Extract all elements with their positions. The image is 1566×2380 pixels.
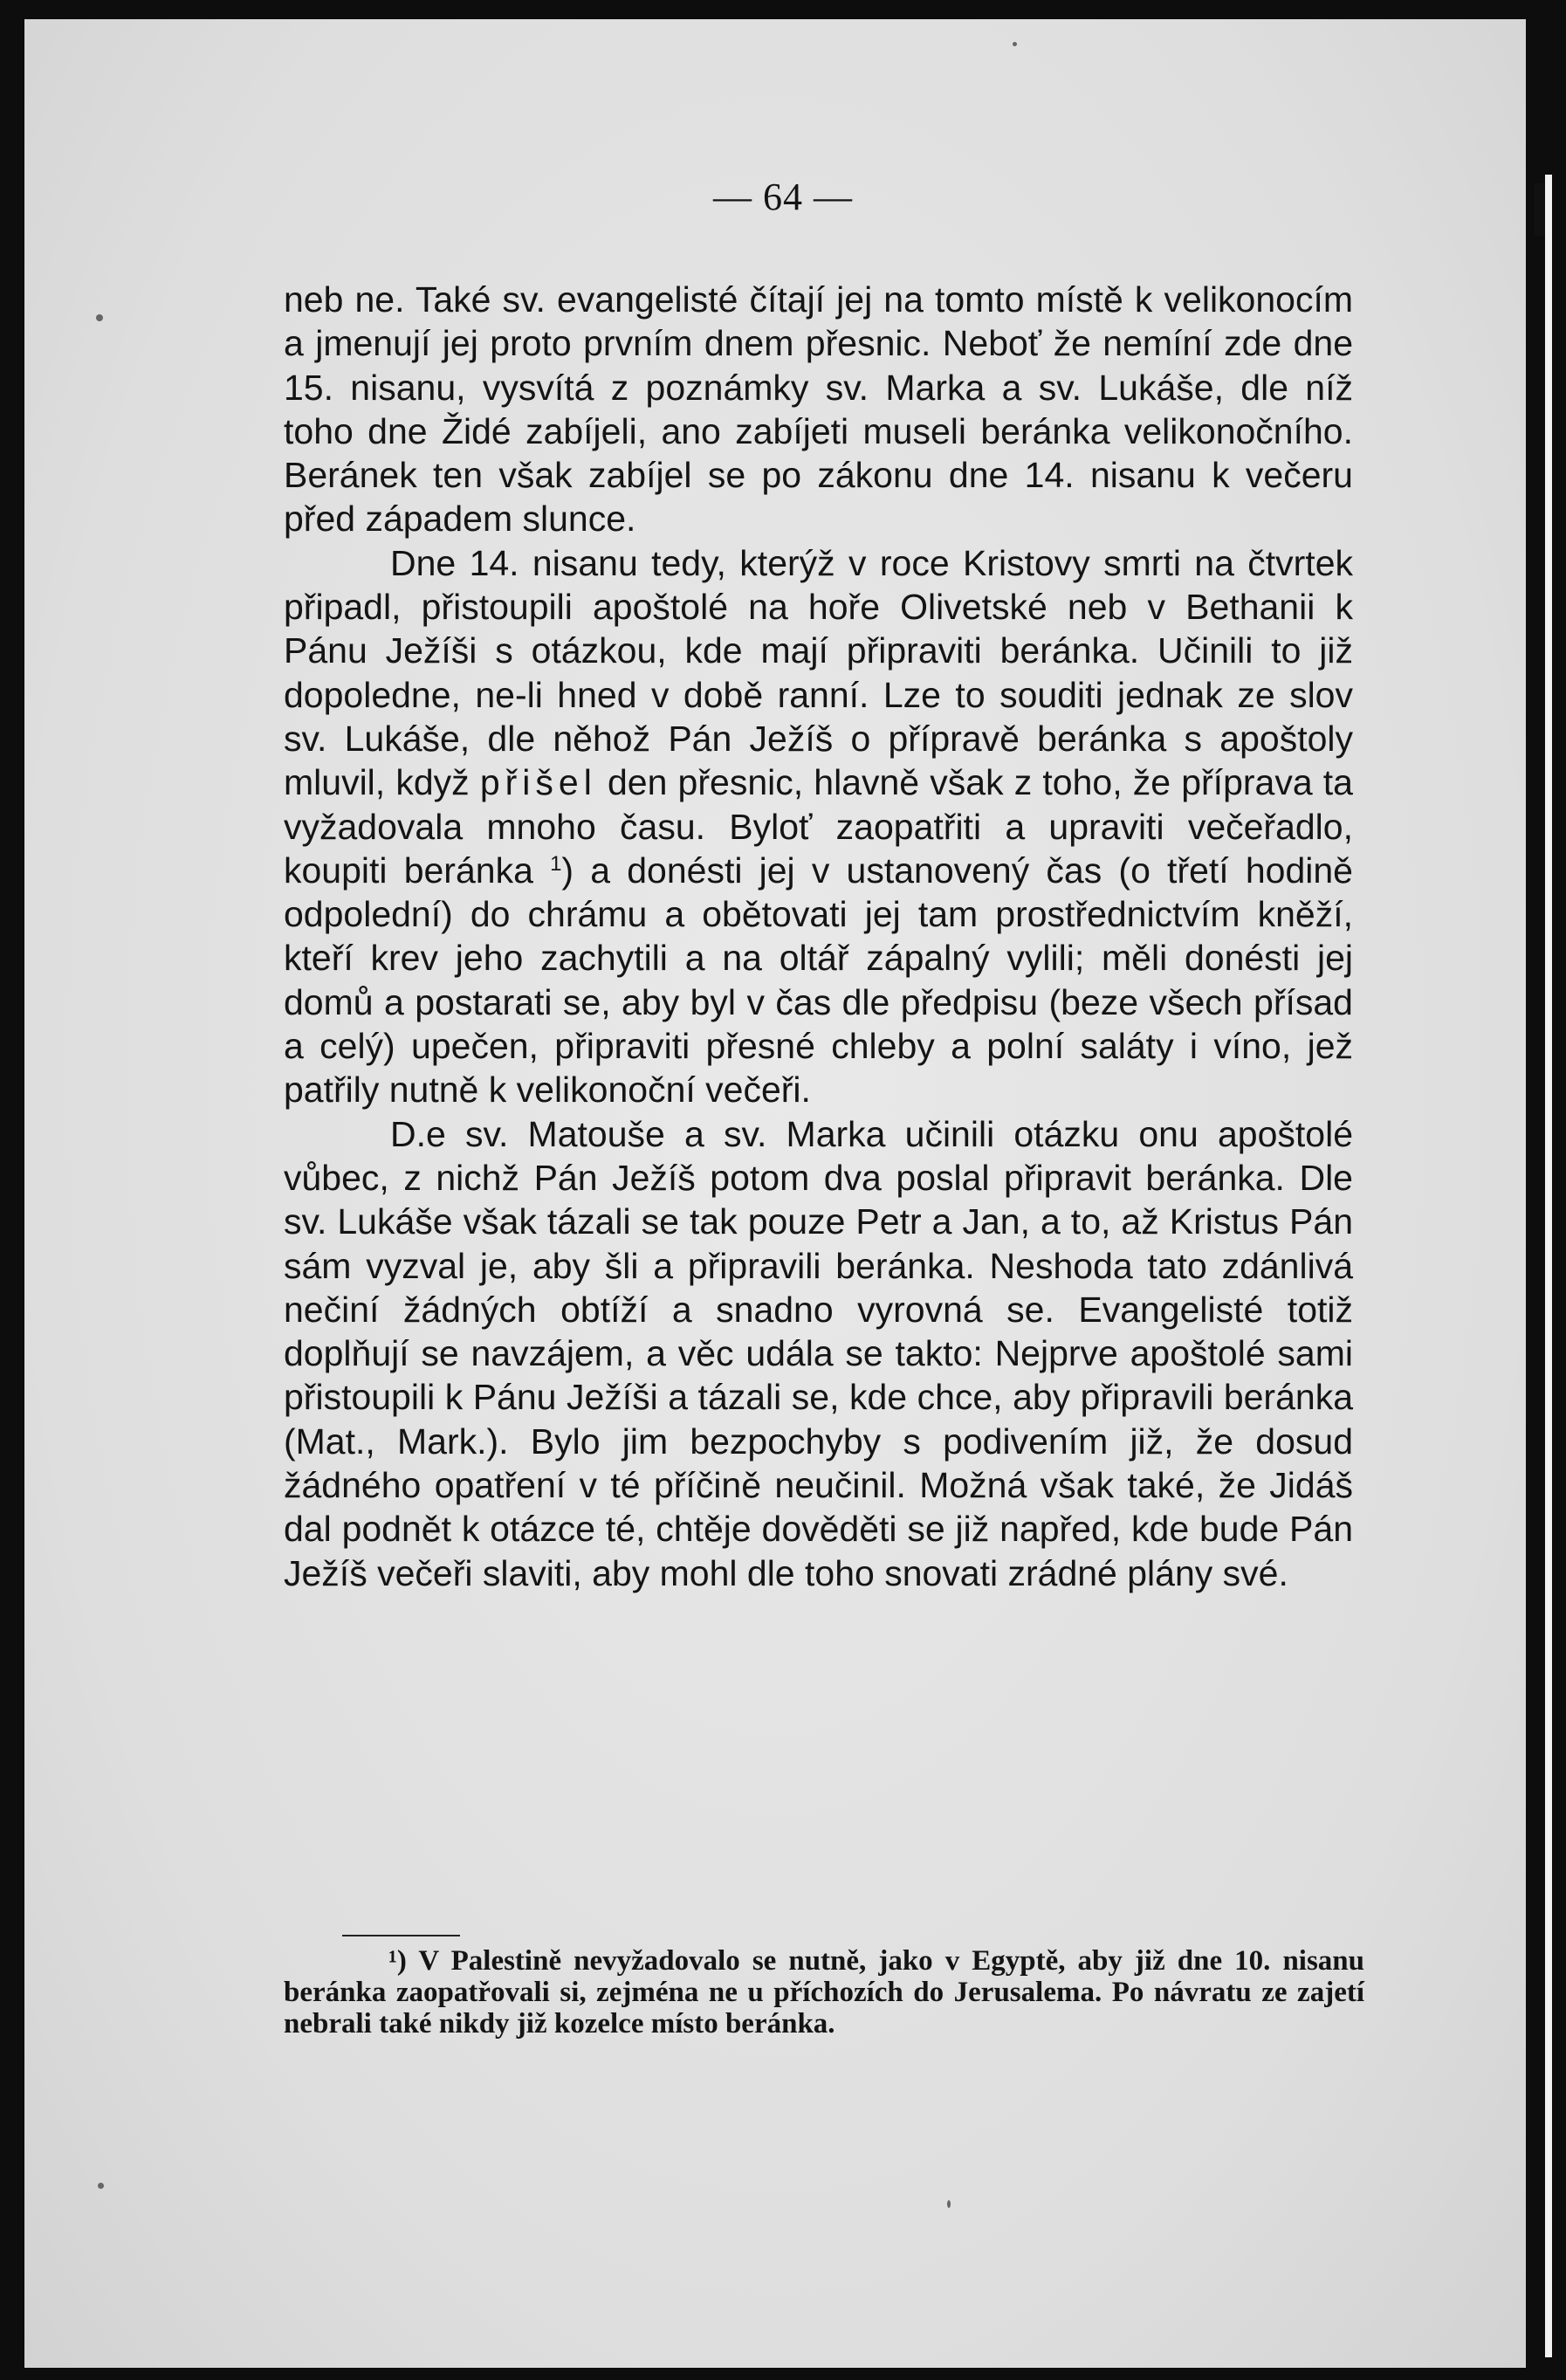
paragraph-3: D.e sv. Matouše a sv. Marka učinili otázku onu apoštolé vůbec, z nichž Pán Ježíš potom dva poslal připravit beránka. Dle sv. Lukáše však tázali se tak pouze Petr a Jan, a to, až Kristus Pán sám vyzval je, aby šli a připravili beránka. Neshoda tato zdánlivá nečiní žádných obtíží a snadno vyrovná se. Evangelisté totiž doplňují se navzájem, a věc udála se takto: Nejprve apoštolé sami přistoupili k Pánu Ježíši a tázali se, kde chce, aby připravili beránka (Mat., Mark.). Bylo jim bezpochyby s podivením již, že dosud žádného opatření v té příčině neučinil. Možná však také, že Jidáš dal podnět k otázce té, chtěje dověděti se již napřed, kde bude Pán Ježíš večeři slaviti, aby mohl dle toho snovati zrádné plány své.	[284, 1113, 1353, 1593]
scan-speck	[96, 314, 103, 321]
emphasized-word: přišel	[479, 762, 597, 803]
scan-speck	[98, 2183, 104, 2189]
main-text	[284, 278, 1353, 1595]
paragraph-1: neb ne. Také sv. evangelisté čítají jej na tomto místě k velikonocím a jmenují jej proto prvním dnem přesnic. Neboť že nemíní zde dne 15. nisanu, vysvítá z poznámky sv. Marka a sv. Lukáše, dle níž toho dne Židé zabíjeli, ano zabíjeti museli beránka velikonočního. Beránek ten však zabíjel se po zákonu dne 14. nisanu k večeru před západem slunce.	[284, 279, 1353, 540]
paragraph-2-part-a: Dne 14. nisanu tedy, kterýž v roce Kristovy smrti na čtvrtek připadl, přistoupili apoštolé na hoře Olivetské neb v Bethanii k Pánu Ježíši s otázkou, kde mají připraviti beránka. Učinili to již dopoledne, ne-li hned v době ranní. Lze to souditi jednak ze slov sv. Lukáše, dle něhož Pán Ježíš o přípravě beránka s apoštoly mluvil, když	[284, 542, 1353, 803]
scan-speck	[1013, 42, 1017, 46]
paragraph-2	[284, 541, 1353, 1112]
page-number: — 64 —	[713, 175, 853, 218]
footnote-paragraph	[284, 1945, 1364, 2040]
footnote-divider	[342, 1935, 460, 1936]
paragraph-2-part-d: ) a donésti jej v ustanovený čas (o třetí hodině odpolední) do chrámu a obětovati jej tam prostřednictvím kněží, kteří krev jeho zachytili a na oltář zápalný vylili; měli donésti jej domů a postarati se, aby byl v čas dle předpisu (beze všech přísad a celý) upečen, připraviti přesné chleby a polní saláty i víno, jež patřily nutně k velikonoční večeři.	[284, 850, 1353, 1111]
footnote-text: V Palestině nevyžadovalo se nutně, jako v Egyptě, aby již dne 10. nisanu beránka zaopatřovali si, zejména ne u příchozích do Jerusalema. Po návratu ze zajetí nebrali také nikdy již kozelce místo beránka.	[284, 1945, 1365, 2040]
footnote-marker: ¹)	[388, 1945, 407, 1977]
scan-speck	[947, 2200, 951, 2208]
paragraph-2-part-c: den přesnic, hlavně však z toho, že příprava ta vyžadovala mnoho času. Byloť zaopatřiti a upraviti večeřadlo, koupiti beránka	[284, 762, 1353, 891]
footnote-reference: 1	[550, 851, 562, 876]
footnote	[284, 1945, 1364, 2040]
page-edge	[1545, 175, 1552, 2357]
